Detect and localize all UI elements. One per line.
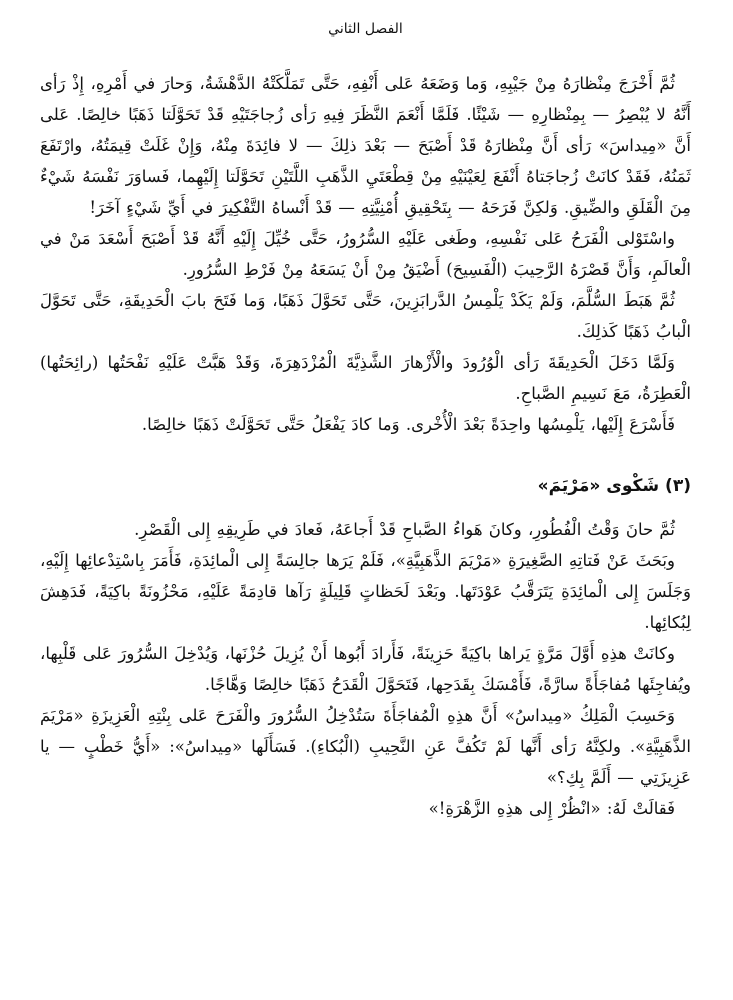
- section-heading: (٣) شَكْوى «مَرْيَمَ»: [537, 476, 691, 496]
- paragraph: فَأَسْرَعَ إِلَيْها، يَلْمِسُها واحِدَةً بَعْدَ الْأُخْرى. وَما كادَ يَفْعَلُ حَتَّى تَحَوَّلَتْ ذَهَبًا خالِصًا.: [141, 415, 675, 434]
- paragraph: ثُمَّ أَخْرَجَ مِنْظارَهُ مِنْ جَيْبِهِ، وَما وَضَعَهُ عَلى أَنْفِهِ، حَتَّى تَمَلَّكَتْهُ الدَّهْشَةُ، وَحارَ في أَمْرِهِ، إِذْ رَأى أَنَّهُ لا يُبْصِرُ — بِمِنْظارِهِ — شَيْئًا. فَلَمَّا أَنْعَمَ النَّظَرَ فِيهِ رَأى زُجاجَتَيْهِ قَدْ تَحَوَّلَتا ذَهَبًا خالِصًا. عَلى أَنَّ «مِيداسَ» رَأى أَنَّ مِنْظارَهُ قَدْ أَصْبَحَ — بَعْدَ ذلِكَ — لا فائِدَةَ مِنْهُ، وَإِنْ غَلَتْ قِيمَتُهُ، وارْتَفَعَ ثَمَنُهُ، فَقَدْ كانَتْ زُجاجَتاهُ أَنْفَعَ لِعَيْنَيْهِ مِنْ قِطْعَتَيِ الذَّهَبِ اللَّتَيْنِ تَحَوَّلَتا إِلَيْهِما، فَساوَرَ نَفْسَهُ شَيْءٌ مِنَ الْقَلَقِ والضِّيقِ. وَلكِنَّ فَرَحَهُ — بِتَحْقِيقِ أُمْنِيَّتِهِ — قَدْ أَنْساهُ التَّفْكِيرَ في أَيِّ شَيْءٍ آخَرَ!: [40, 74, 691, 217]
- chapter-body: [40, 68, 691, 824]
- paragraph: ثُمَّ هَبَطَ السُّلَّمَ، وَلَمْ يَكَدْ يَلْمِسُ الدَّرابَزِينَ، حَتَّى تَحَوَّلَ ذَهَبًا، وَما فَتَحَ بابَ الْحَدِيقَةِ، حَتَّى تَحَوَّلَ الْبابُ ذَهَبًا كَذلِكَ.: [40, 291, 691, 341]
- paragraph: واسْتَوْلى الْفَرَحُ عَلى نَفْسِهِ، وطَغى عَلَيْهِ السُّرُورُ، حَتَّى خُيِّلَ إِلَيْهِ أَنَّهُ قَدْ أَصْبَحَ أَسْعَدَ مَنْ في الْعالَمِ، وَأَنَّ قَصْرَهُ الرَّحِيبَ (الْفَسِيحَ) أَضْيَقُ مِنْ أَنْ يَسَعَهُ مِنْ فَرْطِ السُّرُورِ.: [40, 229, 691, 279]
- paragraph: وبَحَثَ عَنْ فَتاتِهِ الصَّغِيرَةِ «مَرْيَمَ الذَّهَبِيَّةِ»، فَلَمْ يَرَها جالِسَةً إِلى الْمائِدَةِ، فَأَمَرَ بِاسْتِدْعائِها إِلَيْهِ، وَجَلَسَ إِلى الْمائِدَةِ يَتَرَقَّبُ عَوْدَتَها. وبَعْدَ لَحَظاتٍ قَلِيلَةٍ رَآها قادِمَةً عَلَيْهِ، مَحْزُونَةً باكِيَةً، فَدَهِشَ لِبُكائِها.: [40, 551, 691, 632]
- running-header: الفصل الثاني: [328, 21, 403, 37]
- paragraph: فَقالَتْ لَهُ: «انْظُرْ إِلى هذِهِ الزَّهْرَةِ!»: [428, 799, 675, 818]
- paragraph: ثُمَّ حانَ وَقْتُ الْفُطُورِ، وكانَ هَواءُ الصَّباحِ قَدْ أَجاعَهُ، فَعادَ في طَرِيقِهِ إِلى الْقَصْرِ.: [134, 520, 675, 539]
- paragraph: وكانَتْ هذِهِ أَوَّلَ مَرَّةٍ يَراها باكِيَةً حَزِينَةً، فَأَرادَ أَبُوها أَنْ يُزِيلَ حُزْنَها، وَيُدْخِلَ السُّرُورَ عَلى قَلْبِها، ويُفاجِئَها مُفاجَأَةً سارَّةً، فَأَمْسَكَ بِقَدَحِها، فَتَحَوَّلَ الْقَدَحُ ذَهَبًا خالِصًا وَهَّاجًا.: [40, 644, 691, 694]
- paragraph: وَلَمَّا دَخَلَ الْحَدِيقَةَ رَأى الْوُرُودَ والْأَزْهارَ الشَّذِيَّةَ الْمُزْدَهِرَةَ، وَقَدْ هَبَّتْ عَلَيْهِ نَفْحَتُها (رائِحَتُها) الْعَطِرَةُ، مَعَ نَسِيمِ الصَّباحِ.: [40, 353, 691, 403]
- paragraph: وَحَسِبَ الْمَلِكُ «مِيداسُ» أَنَّ هذِهِ الْمُفاجَأَةَ سَتُدْخِلُ السُّرُورَ والْفَرَحَ عَلى بِنْتِهِ الْعَزِيزَةِ «مَرْيَمَ الذَّهَبِيَّةِ». ولكِنَّهُ رَأى أَنَّها لَمْ تَكُفَّ عَنِ النَّحِيبِ (الْبُكاءِ). فَسَأَلَها «مِيداسُ»: «أَيُّ خَطْبٍ — يا عَزِيزَتِي — أَلَمَّ بِكِ؟»: [40, 706, 691, 787]
